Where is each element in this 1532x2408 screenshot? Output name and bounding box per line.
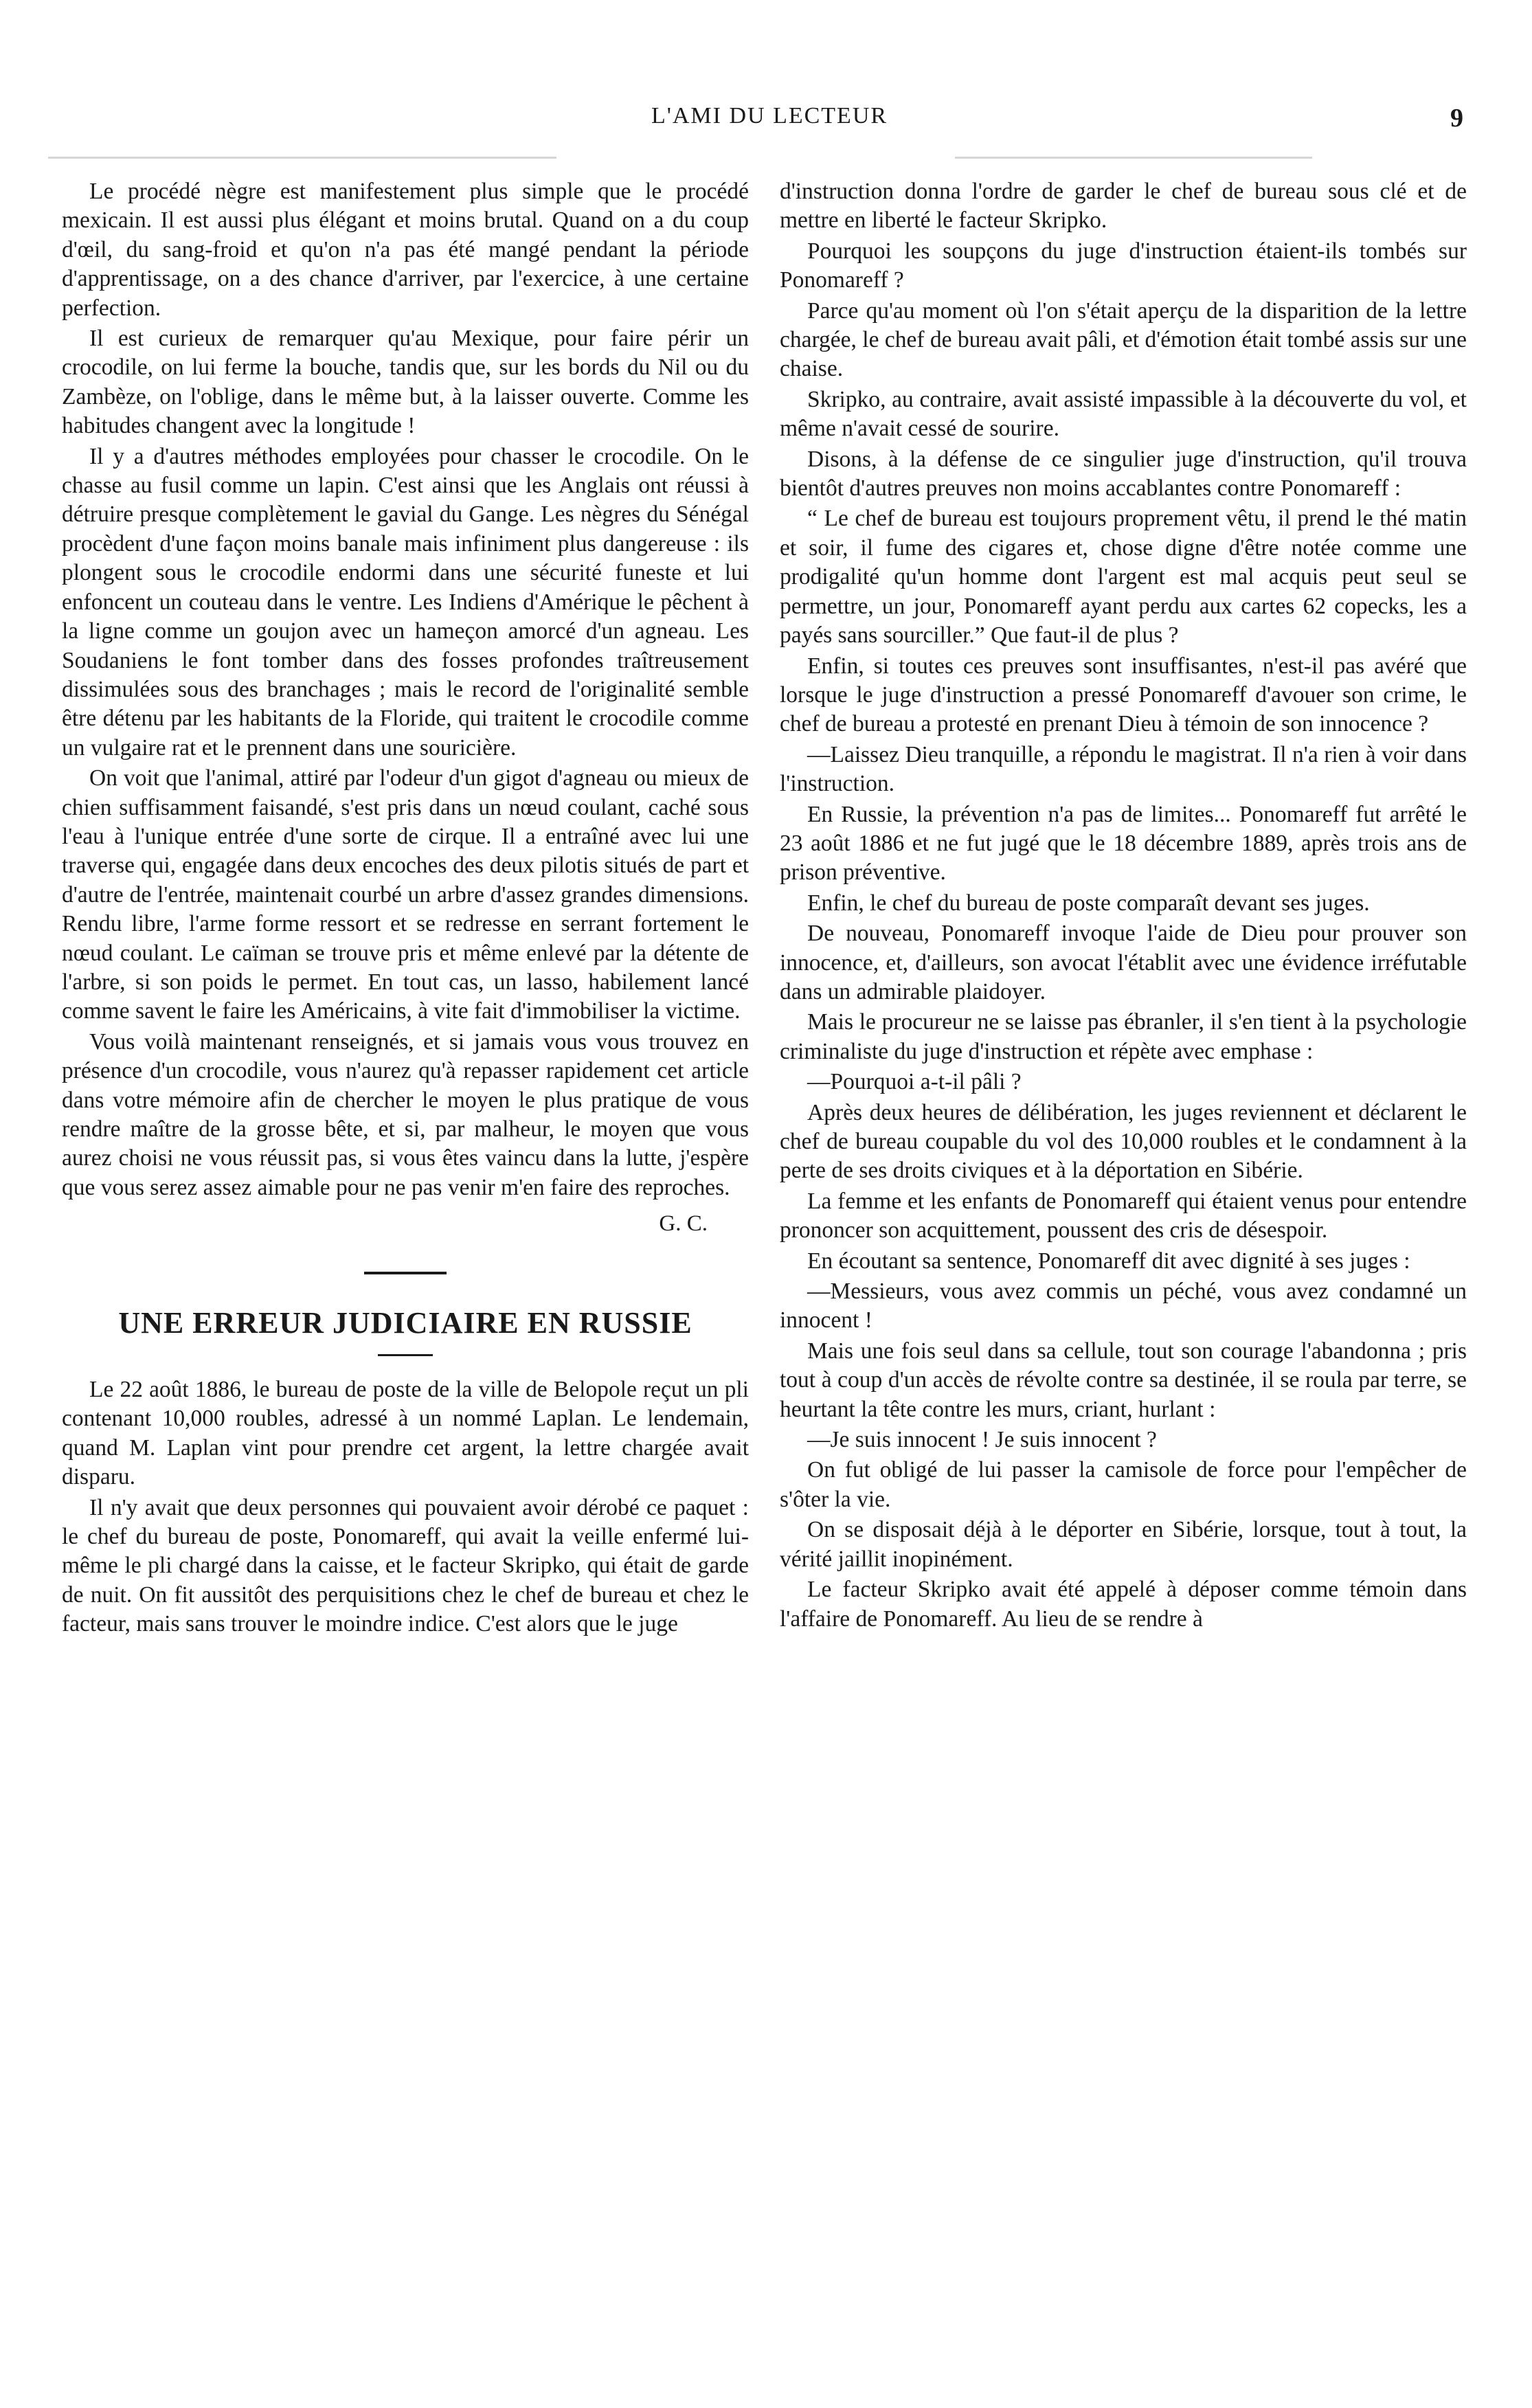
paragraph: Le procédé nègre est manifestement plus simple que le procédé mexicain. Il est aussi plus élégant et moins brutal. Quand on a du coup d'œil, du sang-froid et qu'on n'a pas été mangé pendant la période d'apprentissage, on a des chance d'arriver, par l'exercice, à une certaine perfection. <box>62 179 749 321</box>
header-rule-left <box>48 157 556 159</box>
paragraph: On fut obligé de lui passer la camisole de force pour l'empêcher de s'ôter la vie. <box>780 1457 1467 1512</box>
paragraph: Enfin, si toutes ces preuves sont insuffisantes, n'est-il pas avéré que lorsque le juge d'instruction a pressé Ponomareff d'avouer son crime, le chef de bureau a protesté en prenant Dieu à témoin de son innocence ? <box>780 653 1467 737</box>
paragraph: Skripko, au contraire, avait assisté impassible à la découverte du vol, et même n'avait cessé de sourire. <box>780 386 1467 442</box>
paragraph: Le facteur Skripko avait été appelé à déposer comme témoin dans l'affaire de Ponomareff. Au lieu de se rendre à <box>780 1577 1467 1632</box>
running-title: L'AMI DU LECTEUR <box>651 103 888 128</box>
paragraph: Vous voilà maintenant renseignés, et si jamais vous vous trouvez en présence d'un crocodile, vous n'aurez qu'à repasser rapidement cet article dans votre mémoire afin de chercher le moyen le plus pratique de vous rendre maître de la grosse bête, et si, par malheur, le moyen que vous aurez choisi ne vous réussit pas, si vous êtes vaincu dans la lutte, j'espère que vous serez assez aimable pour ne pas venir m'en faire des reproches. <box>62 1028 749 1200</box>
paragraph: Il y a d'autres méthodes employées pour chasser le crocodile. On le chasse au fusil comme un lapin. C'est ainsi que les Anglais ont réussi à détruire presque complètement le gavial du Gange. Les nègres du Sénégal procèdent d'une façon moins banale mais infiniment plus dangereuse : ils plongent sous le crocodile endormi dans une sécurité funeste et lui enfoncent un couteau dans le ventre. Les Indiens d'Amérique le pêchent à la ligne comme un goujon avec un hameçon amorcé d'un agneau. Les Soudaniens le font tomber dans des fosses profondes traîtreusement dissimulées sous des branchages ; mais le record de l'originalité semble être détenu par les habitants de la Floride, qui traitent le crocodile comme un vulgaire rat et le prennent dans une souricière. <box>62 443 749 761</box>
paragraph: Pourquoi les soupçons du juge d'instruction étaient-ils tombés sur Ponomareff ? <box>780 238 1467 293</box>
paragraph: Il n'y avait que deux personnes qui pouvaient avoir dérobé ce paquet : le chef du bureau de poste, Ponomareff, qui avait la veille enfermé lui-même le pli chargé dans la caisse, et le facteur Skripko, qui était de garde de nuit. On fit aussitôt des perquisitions chez le chef de bureau et chez le facteur, mais sans trouver le moindre indice. C'est alors que le juge <box>62 1494 749 1637</box>
paragraph: Mais une fois seul dans sa cellule, tout son courage l'abandonna ; pris tout à coup d'un accès de révolte contre sa destinée, il se roula par terre, se heurtant la tête contre les murs, criant, hurlant : <box>780 1338 1467 1422</box>
right-column <box>780 177 1467 1635</box>
paragraph: d'instruction donna l'ordre de garder le chef de bureau sous clé et de mettre en liberté le facteur Skripko. <box>780 179 1467 234</box>
section-divider <box>364 1272 447 1274</box>
paragraph: —Pourquoi a-t-il pâli ? <box>807 1069 1022 1095</box>
paragraph: En Russie, la prévention n'a pas de limites... Ponomareff fut arrêté le 23 août 1886 et ne fut jugé que le 18 décembre 1889, après trois ans de prison préventive. <box>780 801 1467 886</box>
paragraph: Après deux heures de délibération, les juges reviennent et déclarent le chef de bureau coupable du vol des 10,000 roubles et le condamnent à la perte de ses droits civiques et à la déportation en Sibérie. <box>780 1099 1467 1184</box>
paragraph: “ Le chef de bureau est toujours proprement vêtu, il prend le thé matin et soir, il fume des cigares et, chose digne d'être notée comme une prodigalité qu'un homme dont l'argent est mal acquis peut seul se permettre, un jour, Ponomareff ayant perdu aux cartes 62 copecks, les a payés sans sourciller.” Que faut-il de plus ? <box>780 506 1467 649</box>
paragraph: Parce qu'au moment où l'on s'était aperçu de la disparition de la lettre chargée, le chef de bureau avait pâli, et d'émotion était tombé assis sur une chaise. <box>780 297 1467 382</box>
paragraph: —Messieurs, vous avez commis un péché, vous avez condamné un innocent ! <box>780 1279 1467 1334</box>
paragraph: —Laissez Dieu tranquille, a répondu le magistrat. Il n'a rien à voir dans l'instruction. <box>780 741 1467 797</box>
paragraph: —Je suis innocent ! Je suis innocent ? <box>807 1427 1157 1453</box>
paragraph: Enfin, le chef du bureau de poste comparaît devant ses juges. <box>807 890 1370 916</box>
header-rule-right <box>955 157 1312 159</box>
paragraph: On se disposait déjà à le déporter en Sibérie, lorsque, tout à tout, la vérité jaillit inopinément. <box>780 1517 1467 1572</box>
paragraph: Disons, à la défense de ce singulier juge d'instruction, qu'il trouva bientôt d'autres preuves non moins accablantes contre Ponomareff : <box>780 446 1467 502</box>
article-title: UNE ERREUR JUDICIAIRE EN RUSSIE <box>118 1305 692 1340</box>
left-column <box>62 177 749 1641</box>
paragraph: En écoutant sa sentence, Ponomareff dit avec dignité à ses juges : <box>807 1248 1410 1274</box>
paragraph: Le 22 août 1886, le bureau de poste de la ville de Belopole reçut un pli contenant 10,000 roubles, adressé à un nommé Laplan. Le lendemain, quand M. Laplan vint pour prendre cet argent, la lettre chargée avait disparu. <box>62 1377 749 1490</box>
title-underline <box>378 1354 433 1356</box>
signature: G. C. <box>659 1211 708 1237</box>
paragraph: La femme et les enfants de Ponomareff qui étaient venus pour entendre prononcer son acquittement, poussent des cris de désespoir. <box>780 1188 1467 1244</box>
page-number: 9 <box>1450 104 1463 133</box>
paragraph: Mais le procureur ne se laisse pas ébranler, il s'en tient à la psychologie criminaliste du juge d'instruction et répète avec emphase : <box>780 1009 1467 1064</box>
paragraph: De nouveau, Ponomareff invoque l'aide de Dieu pour prouver son innocence, et, d'ailleurs, son avocat l'établit avec une évidence irréfutable dans un admirable plaidoyer. <box>780 921 1467 1004</box>
page-header <box>0 103 1532 144</box>
paragraph: Il est curieux de remarquer qu'au Mexique, pour faire périr un crocodile, on lui ferme la bouche, tandis que, sur les bords du Nil ou du Zambèze, on l'oblige, dans le même but, à la laisser ouverte. Comme les habitudes changent avec la longitude ! <box>62 326 749 439</box>
paragraph: On voit que l'animal, attiré par l'odeur d'un gigot d'agneau ou mieux de chien suffisamment faisandé, s'est pris dans un nœud coulant, caché sous l'eau à l'unique entrée d'une sorte de cirque. Il a entraîné avec lui une traverse qui, engagée dans deux encoches des deux pilotis situés de part et d'autre de l'entrée, maintenait courbé un arbre d'assez grandes dimensions. Rendu libre, l'arme forme ressort et se redresse en serrant fortement le nœud coulant. Le caïman se trouve pris et même enlevé par la détente de l'arbre, si son poids le permet. En tout cas, un lasso, habilement lancé comme savent le faire les Américains, à vite fait d'immobiliser la victime. <box>62 765 749 1024</box>
